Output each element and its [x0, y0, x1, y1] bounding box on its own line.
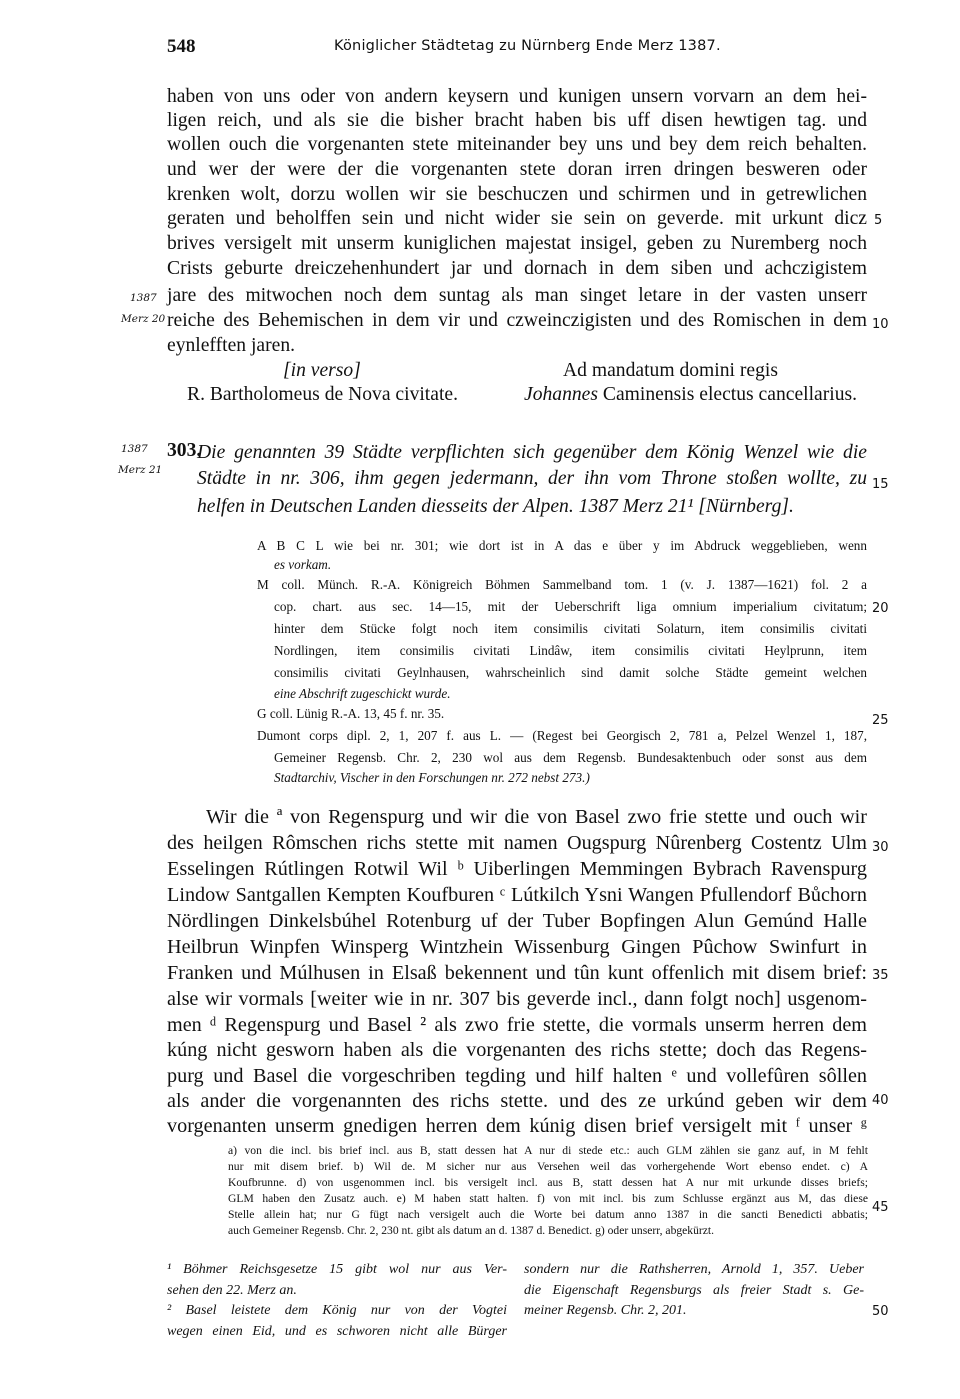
text-line: Crists geburte dreiczehenhundert jar und dornach in dem siben und achczigistem	[167, 258, 867, 279]
page-number: 548	[167, 36, 196, 57]
line-number: 35	[872, 968, 889, 983]
mandatum-note: Ad mandatum domini regis	[563, 360, 778, 381]
text-line: wollen ouch die vorgenanten stete miteinander bey uns und bey dem reich behalten.	[167, 134, 867, 155]
line-number: 50	[872, 1304, 889, 1319]
letter-line: purg und Basel die vorgeschriben tegding und hilf halten ᵉ und vollefûren sôllen	[167, 1065, 867, 1087]
source-line: hinter dem Stücke folgt noch item consimilis civitati Solaturn, item consimilis civitati	[274, 621, 867, 636]
apparatus-line: auch Gemeiner Regensb. Chr. 2, 230 nt. gibt als datum an d. 1387 d. Benedict. g) oder unserr, abgekürzt.	[228, 1224, 715, 1237]
line-number: 45	[872, 1200, 889, 1215]
letter-line: Heilbrun Winpfen Winsperg Wintzhein Wissenburg Gingen Pûchow Swinfurt in	[167, 936, 867, 958]
letter-line: Wir die ª von Regenspurg und wir die von Basel zwo frie stette und ouch wir	[206, 806, 867, 828]
heading-line: helfen in Deutschen Landen diesseits der Alpen. 1387 Merz 21¹ [Nürnberg].	[197, 496, 794, 517]
letter-line: alse wir vormals [weiter wie in nr. 307 bis geverde incl., dann folgt noch] usgenom-	[167, 988, 867, 1010]
footnote-line: die Eigenschaft Regensburgs als freier Stadt s. Ge-	[524, 1283, 864, 1298]
margin-date-year: 1387	[130, 292, 157, 304]
text-line: eynlefften jaren.	[167, 335, 296, 356]
line-number: 5	[874, 213, 883, 228]
source-line: Stadtarchiv, Vischer in den Forschungen nr. 272 nebst 273.)	[274, 770, 590, 785]
margin-date-year: 1387	[121, 443, 148, 455]
text-line: haben von uns oder von andern keysern und kunigen unsern vorvarn an dem hei-	[167, 86, 867, 107]
letter-line: Lindow Santgallen Kempten Koufburen ᶜ Lútkilch Ysni Wangen Pfullendorf Bůchorn	[167, 884, 867, 906]
letter-line: Esselingen Rútlingen Rotwil Wil ᵇ Uiberlingen Memmingen Bybrach Ravenspurg	[167, 858, 867, 880]
source-line: M coll. Münch. R.-A. Königreich Böhmen Sammelband tom. 1 (v. J. 1387—1621) fol. 2 a	[257, 577, 867, 592]
heading-line: Die genannten 39 Städte verpflichten sich gegenüber dem König Wenzel wie die	[197, 442, 867, 463]
footnote-line: meiner Regensb. Chr. 2, 201.	[524, 1303, 687, 1318]
text-line: und wer der were der die vorgenanten stete doran irren dringen besweren oder	[167, 159, 867, 180]
margin-date-day: Merz 20	[121, 313, 166, 325]
source-line: A B C L wie bei nr. 301; wie dort ist in A das e über y im Abdruck weggeblieben, wenn	[257, 538, 867, 553]
apparatus-line: Koufbrunne. d) von usgenommen incl. bis versigelt incl. aus B, statt dessen hat A nur mit urkunde disses briefs;	[228, 1176, 868, 1189]
letter-line: Nördlingen Dinkelsbúhel Rotenburg uf der Tuber Bopfingen Alun Gemúnd Halle	[167, 910, 867, 932]
source-line: cop. chart. aus sec. 14—15, mit der Ueberschrift liga omnium imperialium civitatum;	[274, 599, 867, 614]
text-line: ligen reich, und als sie die bisher bracht haben bis uff disen hewtigen tag. und	[167, 110, 867, 131]
source-line: consimilis civitati Geylnhausen, wahrscheinlich sind damit solche Städte gemeint welchen	[274, 665, 867, 680]
line-number: 20	[872, 601, 889, 616]
line-number: 10	[872, 317, 889, 332]
source-line: eine Abschrift zugeschickt wurde.	[274, 686, 451, 701]
text-line: geraten und beholffen sein und nicht wider sie sein on geverde. mit urkunt dicz	[167, 208, 867, 229]
letter-line: als ander die vorgenannten des richs stette. und des ze urkúnd geben wir dem	[167, 1090, 867, 1112]
source-line: Nordlingen, item consimilis civitati Lindâw, item consimilis civitati Heylprunn, item	[274, 643, 867, 658]
apparatus-line: Stelle allein hat; nur G fügt nach versigelt auch die Worte bei datum anno 1387 in die sancti Benedicti abbatis;	[228, 1208, 868, 1221]
letter-line: Franken und Múlhusen in Elsaß bekennent und tûn kunt offenlich mit disem brief:	[167, 962, 867, 984]
line-number: 25	[872, 713, 889, 728]
running-title: Königlicher Städtetag zu Nürnberg Ende Merz 1387.	[334, 38, 721, 54]
letter-line: kúng nicht gesworn haben als die vorgenanten des richs stette; doch das Regens-	[167, 1039, 867, 1061]
heading-line: Städte in nr. 306, ihm gegen jedermann, der ihn vom Throne stoßen wollte, zu	[197, 468, 867, 489]
footnote-line: ¹ Böhmer Reichsgesetze 15 gibt wol nur aus Ver-	[167, 1262, 507, 1277]
text-line: krenken wolt, dorzu wollen wir sie beschuczen und schirmen und in getrewlichen	[167, 184, 867, 205]
apparatus-line: a) von die incl. bis brief incl. aus B, statt dessen hat A nur di stede etc.: auch GLM zählen sie ganz auf, in M fehlt	[228, 1144, 868, 1157]
footnote-line: sondern nur die Rathsherren, Arnold 1, 357. Ueber	[524, 1262, 864, 1277]
line-number: 30	[872, 840, 889, 855]
text-line: reiche des Behemischen in dem vir und czweinczigisten und des Romischen in dem	[167, 310, 867, 331]
footnote-line: ² Basel leistete dem König nur von der Vogtei	[167, 1303, 507, 1318]
footnote-line: sehen den 22. Merz an.	[167, 1283, 297, 1298]
source-line: Gemeiner Regensb. Chr. 2, 230 wol aus dem Regensb. Bundesaktenbuch oder sonst aus dem	[274, 750, 867, 765]
source-line: es vorkam.	[274, 557, 332, 572]
verso-note: [in verso]	[283, 360, 361, 381]
source-line: Dumont corps dipl. 2, 1, 207 f. aus L. — (Regest bei Georgisch 2, 781 a, Pelzel Wenzel 1, 187,	[257, 728, 867, 743]
letter-line: men ᵈ Regenspurg und Basel ² als zwo frie stette, die vormals unserm herren dem	[167, 1014, 867, 1036]
text-line: jare des mitwochen noch dem suntag als man singet letare in der vasten unserr	[167, 285, 867, 306]
line-number: 15	[872, 477, 889, 492]
apparatus-line: GLM haben den Zusatz auch. e) M haben statt halten. f) von mit incl. bis zum Schlusse ergänzt aus M, das diese	[228, 1192, 868, 1205]
footnote-line: wegen einen Eid, und es schworen nicht alle Bürger	[167, 1324, 507, 1339]
text-line: brives versigelt mit unserm kuniglichen majestat insigel, geben zu Nuremberg noch	[167, 233, 867, 254]
signer-left: R. Bartholomeus de Nova civitate.	[187, 384, 458, 405]
margin-date-day: Merz 21	[118, 464, 163, 476]
signer-right: Johannes Caminensis electus cancellarius.	[524, 384, 858, 405]
letter-line: des heilgen Rômschen richs stette mit namen Ougspurg Nûrenberg Costentz Ulm	[167, 832, 867, 854]
apparatus-line: nur mit disem brief. b) Wil de. M sicher nur aus Versehen weil das vorhergehende Wort ebenso endet. c) A	[228, 1160, 868, 1173]
source-line: G coll. Lünig R.-A. 13, 45 f. nr. 35.	[257, 706, 445, 721]
letter-line: vorgenanten unserm gnedigen herren dem kúnig disen brief versigelt mit ᶠ unser ᵍ	[167, 1115, 867, 1137]
document-number: 303.	[167, 440, 202, 461]
line-number: 40	[872, 1093, 889, 1108]
